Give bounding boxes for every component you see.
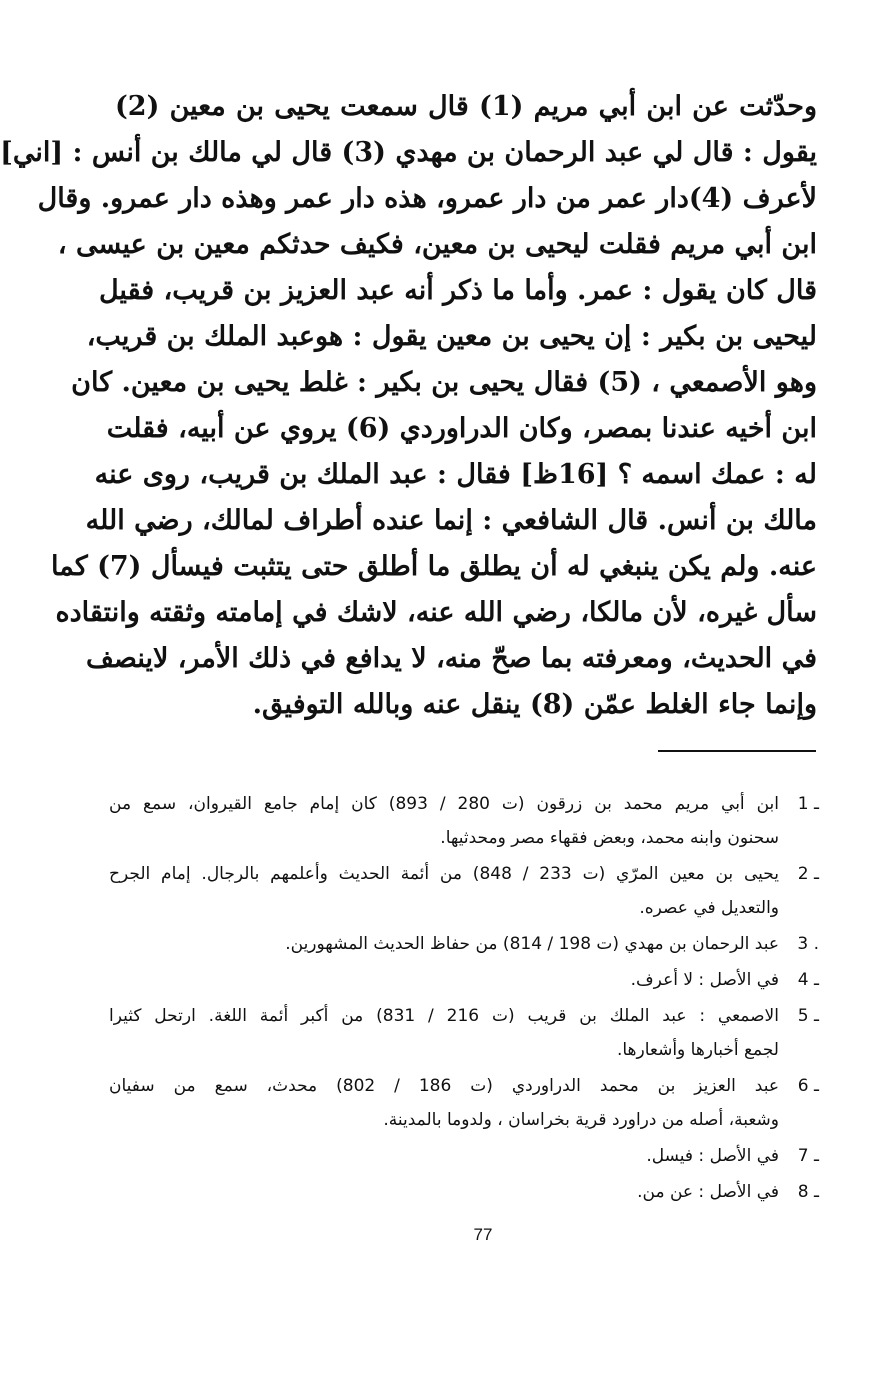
footnote-item [109,1175,819,1209]
footnote-number: 4 ـ [797,970,819,990]
footnote-number: 3 . [797,934,819,954]
footnote-line: عبد العزيز بن محمد الدراوردي (ت 186 / 802) محدث، سمع من سفيان [109,1076,779,1096]
main-text-line: يقول : قال لي عبد الرحمان بن مهدي (3) قال لي مالك بن أنس : [اني] [0,137,817,168]
footnote-line: سحنون وابنه محمد، وبعض فقهاء مصر ومحدثيها. [440,828,779,848]
main-text-line: وهو الأصمعي ، (5) فقال يحيى بن بكير : غلط يحيى بن معين. كان [71,367,817,398]
footnote-item [109,963,819,997]
footnote-line: وشعبة، أصله من دراورد قرية بخراسان ، ولدوما بالمدينة. [383,1110,779,1130]
main-text-line: عنه. ولم يكن ينبغي له أن يطلق ما أطلق حتى يتثبت فيسأل (7) كما [50,551,817,582]
main-text-line: وحدّثت عن ابن أبي مريم (1) قال سمعت يحيى بن معين (2) [115,91,817,122]
footnote-item [109,999,819,1067]
footnote-item [109,1069,819,1137]
main-text-line: وإنما جاء الغلط عمّن (8) ينقل عنه وبالله التوفيق. [252,689,817,720]
footnote-item [109,1139,819,1173]
main-text-line: سأل غيره، لأن مالكا، رضي الله عنه، لاشك في إمامته وثقته وانتقاده [55,597,817,628]
footnote-number: 6 ـ [797,1076,819,1096]
footnote-item [109,787,819,855]
main-text-line: لأعرف (4)دار عمر من دار عمرو، هذه دار عمر وهذه دار عمرو. وقال [37,183,817,214]
footnote-line: عبد الرحمان بن مهدي (ت 198 / 814) من حفاظ الحديث المشهورين. [285,934,779,954]
main-text-line: في الحديث، ومعرفته بما صحّ منه، لا يدافع في ذلك الأمر، لاينصف [85,643,817,674]
footnote-number: 2 ـ [797,864,819,884]
main-text-line: مالك بن أنس. قال الشافعي : إنما عنده أطراف لمالك، رضي الله [85,505,817,536]
footnote-line: الاصمعي : عبد الملك بن قريب (ت 216 / 831) من أكبر أئمة اللغة. ارتحل كثيرا [109,1006,779,1026]
footnote-item [109,857,819,925]
footnote-number: 1 ـ [797,794,819,814]
main-text-line: له : عمك اسمه ؟ [16ظ] فقال : عبد الملك بن قريب، روى عنه [94,459,817,490]
footnote-number: 5 ـ [797,1006,819,1026]
footnote-line: يحيى بن معين المرّي (ت 233 / 848) من أئمة الحديث وأعلمهم بالرجال. إمام الجرح [109,864,779,884]
footnote-line: ابن أبي مريم محمد بن زرقون (ت 280 / 893) كان إمام جامع القيروان، سمع من [109,794,779,814]
footnote-number: 7 ـ [797,1146,819,1166]
main-text-line: ابن أخيه عندنا بمصر، وكان الدراوردي (6) يروي عن أبيه، فقلت [106,413,817,444]
main-text-line: قال كان يقول : عمر. وأما ما ذكر أنه عبد العزيز بن قريب، فقيل [98,275,817,306]
footnote-line: في الأصل : لا أعرف. [630,970,779,990]
main-text-line: ابن أبي مريم فقلت ليحيى بن معين، فكيف حدثكم معين بن عيسى ، [57,229,817,260]
main-text-line: ليحيى بن بكير : إن يحيى بن معين يقول : هوعبد الملك بن قريب، [86,321,817,352]
footnote-item [109,927,819,961]
footnotes-block [109,787,819,1211]
footnote-line: لجمع أخبارها وأشعارها. [616,1040,779,1060]
page-number: 77 [473,1225,493,1244]
main-text-block [0,84,817,728]
footnote-number: 8 ـ [797,1182,819,1202]
footnote-separator [658,750,816,752]
footnote-line: في الأصل : فيسل. [646,1146,779,1166]
footnote-line: في الأصل : عن من. [637,1182,779,1202]
footnote-line: والتعديل في عصره. [639,898,779,918]
